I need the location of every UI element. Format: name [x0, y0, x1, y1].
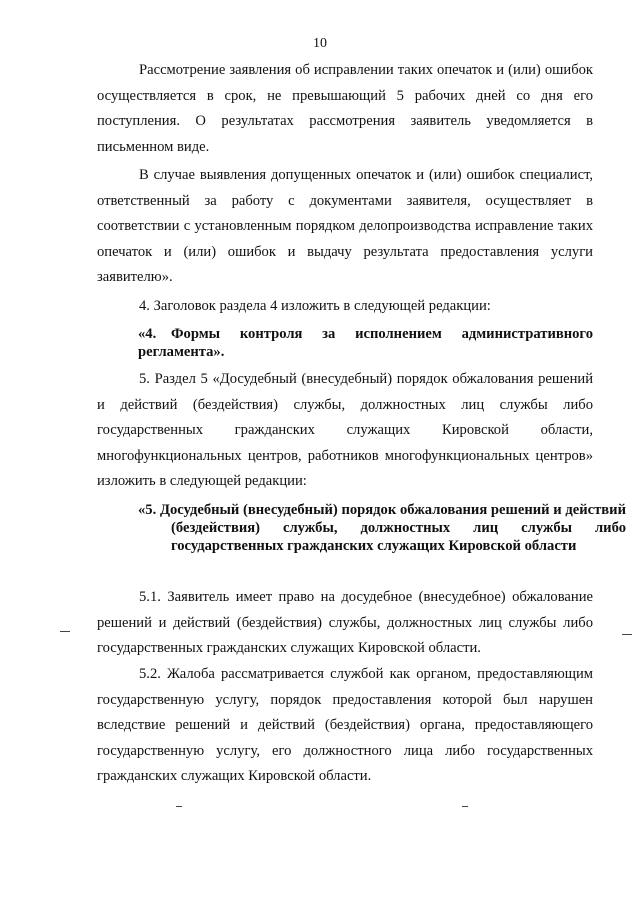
scan-mark-bottom-right	[462, 806, 468, 807]
paragraph-5-1: 5.1. Заявитель имеет право на досудебное (внесудебное) обжалование решений и действий (бездействия) службы, должностных лиц службы либо государственных гражданских служащих Кировской области.	[97, 589, 593, 656]
scan-mark-right	[622, 634, 632, 635]
heading-section-4	[138, 325, 593, 361]
paragraph-5-2: 5.2. Жалоба рассматривается службой как органом, предоставляющим государственную услугу, порядок предоставления которой был нарушен вследствие решений и действий (бездействия) органа, предоставляющего государственную услугу, его должностного лица либо государственных гражданских служащих Кировской области.	[97, 666, 593, 784]
paragraph-item-4: 4. Заголовок раздела 4 изложить в следующей редакции:	[139, 298, 491, 314]
paragraph-errors-detected: В случае выявления допущенных опечаток и (или) ошибок специалист, ответственный за работу с документами заявителя, осуществляет в соответствии с установленным порядком делопроизводства исправление таких опечаток и (или) ошибок и выдачу результата предоставления услуги заявителю».	[97, 167, 593, 285]
heading-section-5: «5. Досудебный (внесудебный) порядок обжалования решений и действий (бездействия) службы, должностных лиц службы либо государственных гражданских служащих Кировской области	[138, 502, 626, 554]
paragraph-item-5: 5. Раздел 5 «Досудебный (внесудебный) порядок обжалования решений и действий (бездействия) службы, должностных лиц службы либо государственных гражданских служащих Кировской области, многофункциональных центров, работников многофункциональных центров» изложить в следующей редакции:	[97, 371, 593, 489]
paragraph-correction-review: Рассмотрение заявления об исправлении таких опечаток и (или) ошибок осуществляется в срок, не превышающий 5 рабочих дней со дня его поступления. О результатах рассмотрения заявитель уведомляется в письменном виде.	[97, 62, 593, 155]
scan-mark-bottom-left	[176, 806, 182, 807]
page-number: 10	[313, 36, 327, 51]
heading-section-4-text: Формы контроля за исполнением административного регламента».	[138, 326, 593, 360]
heading-section-4-number: «4.	[138, 326, 157, 342]
scan-mark-left	[60, 631, 70, 632]
